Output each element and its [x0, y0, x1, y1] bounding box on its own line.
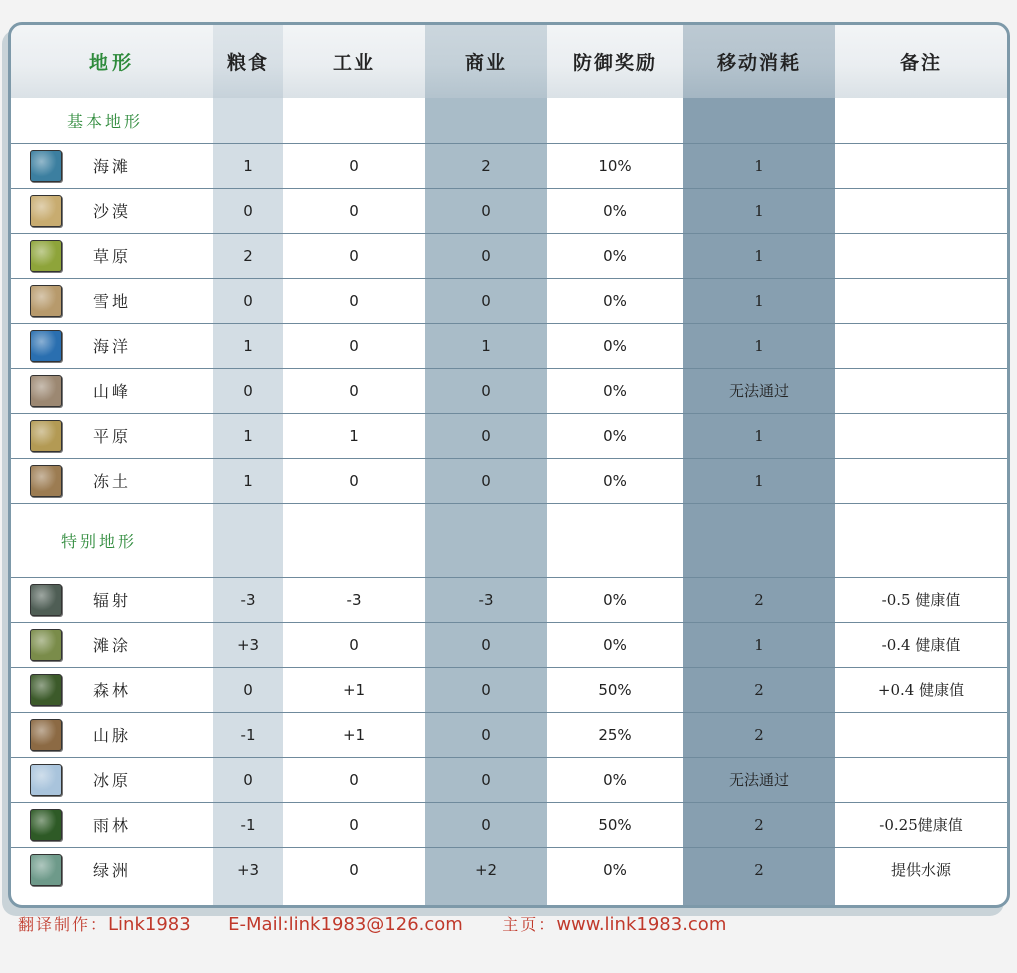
- ocean-icon: [30, 330, 62, 362]
- note-value: -0.25健康值: [835, 802, 1007, 847]
- terrain-name: 绿洲: [93, 861, 132, 880]
- grassland-icon: [30, 240, 62, 272]
- industry-value: 0: [283, 622, 425, 667]
- defense-value: 0%: [547, 233, 683, 278]
- terrain-row: [11, 847, 1007, 892]
- terrain-icon-cell: [11, 188, 81, 233]
- food-value: 1: [213, 458, 283, 503]
- terrain-row: [11, 233, 1007, 278]
- terrain-row: [11, 143, 1007, 188]
- terrain-icon-cell: [11, 233, 81, 278]
- defense-value: 0%: [547, 368, 683, 413]
- defense-value: 0%: [547, 458, 683, 503]
- move-cost-value: 2: [683, 577, 835, 622]
- header-food: 粮食: [227, 52, 270, 74]
- food-value: 0: [213, 757, 283, 802]
- move-cost-value: 1: [683, 413, 835, 458]
- food-value: -1: [213, 802, 283, 847]
- terrain-name: 雪地: [81, 278, 213, 323]
- move-cost-value: 2: [683, 712, 835, 757]
- terrain-name: 海洋: [81, 323, 213, 368]
- industry-value: 0: [283, 802, 425, 847]
- header-notes: 备注: [900, 52, 943, 74]
- food-value: 1: [213, 323, 283, 368]
- footer-credit-value: Link1983: [108, 914, 191, 935]
- terrain-row: [11, 757, 1007, 802]
- note-value: +0.4 健康值: [835, 667, 1007, 712]
- move-cost-value: 2: [683, 802, 835, 847]
- plains-icon: [30, 420, 62, 452]
- industry-value: 0: [283, 278, 425, 323]
- tundra-icon: [30, 465, 62, 497]
- terrain-row: [11, 368, 1007, 413]
- commerce-value: 1: [425, 323, 547, 368]
- industry-value: 0: [283, 323, 425, 368]
- marsh-icon: [30, 629, 62, 661]
- terrain-table: [11, 25, 1007, 892]
- terrain-name: 沙漠: [81, 188, 213, 233]
- move-cost-value: 无法通过: [683, 757, 835, 802]
- footer-home-label: 主页：: [502, 915, 557, 934]
- terrain-icon-cell: [11, 667, 81, 712]
- terrain-icon-cell: [11, 323, 81, 368]
- commerce-value: 0: [425, 757, 547, 802]
- defense-value: 0%: [547, 323, 683, 368]
- note-value: [835, 368, 1007, 413]
- footer-email[interactable]: E-Mail:link1983@126.com: [228, 914, 463, 935]
- snow-icon: [30, 285, 62, 317]
- terrain-row: [11, 323, 1007, 368]
- defense-value: 25%: [547, 712, 683, 757]
- terrain-name: 山脉: [81, 712, 213, 757]
- industry-value: +1: [283, 667, 425, 712]
- defense-value: 0%: [547, 188, 683, 233]
- terrain-name: 滩涂: [81, 622, 213, 667]
- industry-value: 0: [283, 143, 425, 188]
- terrain-icon-cell: [11, 368, 81, 413]
- commerce-value: +2: [474, 860, 498, 879]
- forest-icon: [30, 674, 62, 706]
- note-value: [835, 233, 1007, 278]
- commerce-value: 0: [425, 667, 547, 712]
- industry-value: 0: [349, 860, 359, 879]
- commerce-value: -3: [425, 577, 547, 622]
- ice-icon: [30, 764, 62, 796]
- defense-value: 0%: [603, 860, 627, 879]
- terrain-row: [11, 188, 1007, 233]
- note-value: -0.4 健康值: [835, 622, 1007, 667]
- terrain-name: 海滩: [81, 143, 213, 188]
- industry-value: -3: [283, 577, 425, 622]
- move-cost-value: 1: [683, 188, 835, 233]
- defense-value: 0%: [547, 757, 683, 802]
- terrain-icon-cell: [11, 802, 81, 847]
- commerce-value: 0: [425, 413, 547, 458]
- commerce-value: 0: [425, 188, 547, 233]
- terrain-row: [11, 622, 1007, 667]
- move-cost-value: 1: [683, 233, 835, 278]
- terrain-name: 雨林: [81, 802, 213, 847]
- commerce-value: 0: [425, 712, 547, 757]
- defense-value: 0%: [547, 413, 683, 458]
- food-value: -1: [213, 712, 283, 757]
- food-value: -3: [213, 577, 283, 622]
- note-value: [835, 323, 1007, 368]
- terrain-name: 森林: [81, 667, 213, 712]
- terrain-icon-cell: [11, 757, 81, 802]
- industry-value: 0: [283, 368, 425, 413]
- terrain-row: [11, 278, 1007, 323]
- terrain-icon-cell: [11, 143, 81, 188]
- footer-home-link[interactable]: www.link1983.com: [556, 914, 727, 935]
- food-value: 0: [213, 188, 283, 233]
- section-basic-title: 基本地形: [11, 98, 213, 143]
- commerce-value: 0: [425, 233, 547, 278]
- defense-value: 50%: [547, 667, 683, 712]
- terrain-name: 山峰: [81, 368, 213, 413]
- footer-credit-label: 翻译制作：: [18, 915, 109, 934]
- move-cost-value: 1: [683, 323, 835, 368]
- section-basic-row: [11, 98, 1007, 143]
- industry-value: +1: [283, 712, 425, 757]
- hills-icon: [30, 719, 62, 751]
- note-value: [835, 413, 1007, 458]
- terrain-name: 平原: [81, 413, 213, 458]
- header-defense: 防御奖励: [573, 52, 658, 74]
- food-value: 0: [213, 667, 283, 712]
- terrain-table-card: [8, 22, 1010, 908]
- move-cost-value: 无法通过: [683, 368, 835, 413]
- move-cost-value: 2: [683, 667, 835, 712]
- note-value: [835, 278, 1007, 323]
- food-value: 0: [213, 368, 283, 413]
- food-value: 0: [213, 278, 283, 323]
- move-cost-value: 1: [683, 622, 835, 667]
- terrain-row: [11, 413, 1007, 458]
- section-special-row: [11, 503, 1007, 577]
- commerce-value: 2: [425, 143, 547, 188]
- terrain-row: [11, 802, 1007, 847]
- terrain-icon-cell: [11, 458, 81, 503]
- terrain-name: 冻土: [81, 458, 213, 503]
- move-cost-value: 1: [683, 143, 835, 188]
- move-cost-value: 1: [683, 278, 835, 323]
- peak-icon: [30, 375, 62, 407]
- food-value: 1: [213, 413, 283, 458]
- move-cost-value: 1: [683, 458, 835, 503]
- terrain-icon-cell: [11, 712, 81, 757]
- commerce-value: 0: [425, 458, 547, 503]
- header-commerce: 商业: [465, 52, 508, 74]
- move-cost-value: 2: [754, 860, 764, 879]
- note-value: [835, 458, 1007, 503]
- note-value: [835, 757, 1007, 802]
- industry-value: 0: [283, 233, 425, 278]
- terrain-icon-cell: [11, 278, 81, 323]
- defense-value: 10%: [547, 143, 683, 188]
- note-value: [835, 712, 1007, 757]
- header-row: [11, 25, 1007, 98]
- industry-value: 0: [283, 757, 425, 802]
- commerce-value: 0: [425, 622, 547, 667]
- note-value: -0.5 健康值: [835, 577, 1007, 622]
- section-special-title: 特别地形: [11, 503, 213, 577]
- defense-value: 0%: [547, 278, 683, 323]
- defense-value: 0%: [547, 577, 683, 622]
- note-value: 提供水源: [891, 861, 952, 879]
- desert-icon: [30, 195, 62, 227]
- terrain-name: 辐射: [81, 577, 213, 622]
- terrain-icon-cell: [11, 847, 81, 892]
- note-value: [835, 143, 1007, 188]
- terrain-icon-cell: [11, 622, 81, 667]
- terrain-row: [11, 667, 1007, 712]
- terrain-row: [11, 577, 1007, 622]
- note-value: [835, 188, 1007, 233]
- terrain-icon-cell: [11, 413, 81, 458]
- commerce-value: 0: [425, 368, 547, 413]
- industry-value: 1: [283, 413, 425, 458]
- food-value: 1: [213, 143, 283, 188]
- food-value: +3: [236, 860, 260, 879]
- food-value: +3: [213, 622, 283, 667]
- terrain-row: [11, 458, 1007, 503]
- jungle-icon: [30, 809, 62, 841]
- commerce-value: 0: [425, 278, 547, 323]
- radiation-icon: [30, 584, 62, 616]
- industry-value: 0: [283, 458, 425, 503]
- commerce-value: 0: [425, 802, 547, 847]
- defense-value: 50%: [547, 802, 683, 847]
- industry-value: 0: [283, 188, 425, 233]
- terrain-icon-cell: [11, 577, 81, 622]
- food-value: 2: [213, 233, 283, 278]
- defense-value: 0%: [547, 622, 683, 667]
- header-industry: 工业: [333, 52, 376, 74]
- beach-icon: [30, 150, 62, 182]
- terrain-name: 草原: [81, 233, 213, 278]
- header-terrain: 地形: [89, 52, 136, 74]
- terrain-row: [11, 712, 1007, 757]
- footer: [18, 912, 998, 935]
- terrain-name: 冰原: [81, 757, 213, 802]
- oasis-icon: [30, 854, 62, 886]
- header-move-cost: 移动消耗: [717, 52, 802, 74]
